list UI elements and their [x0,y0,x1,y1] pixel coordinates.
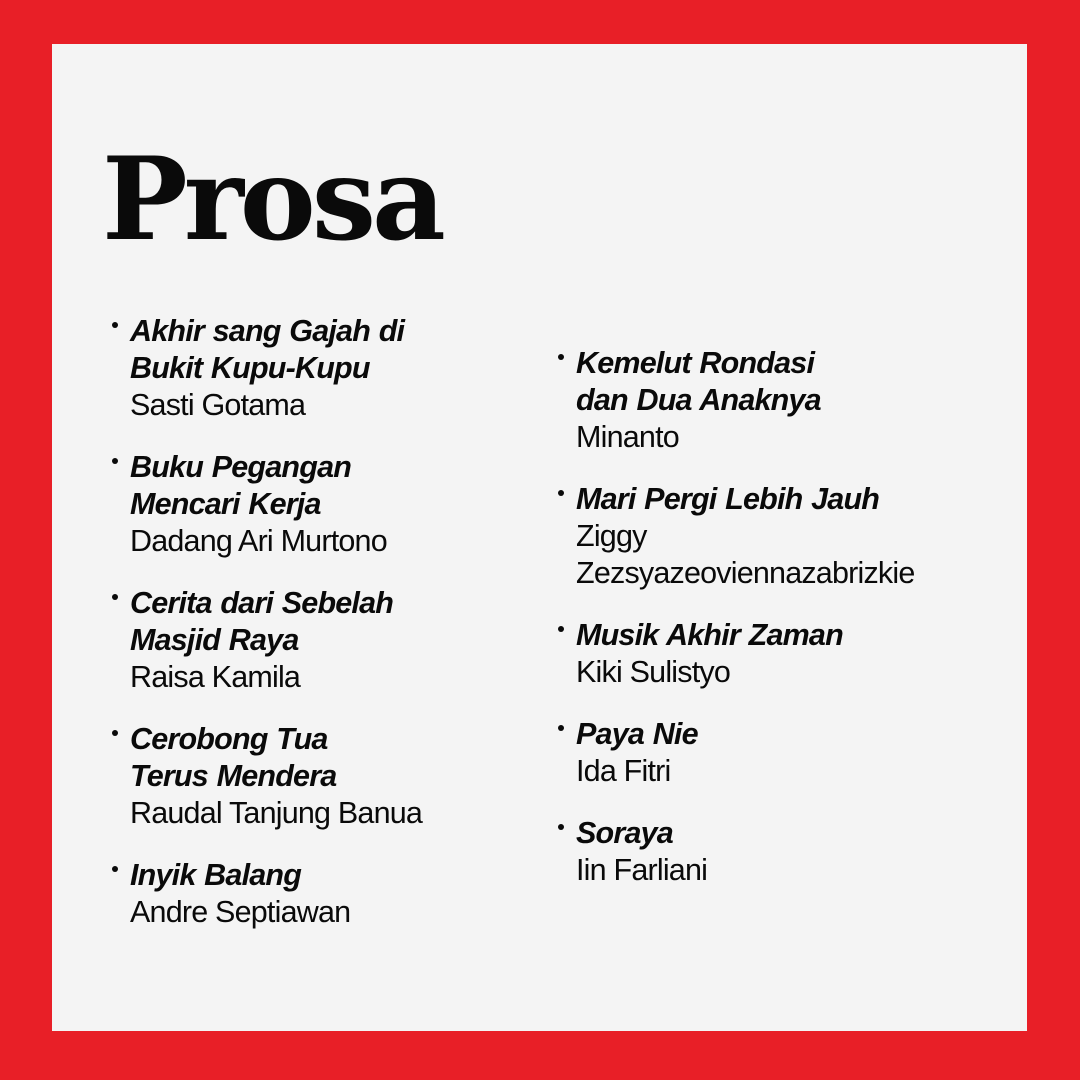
list-item [555,716,995,790]
book-title: Mari Pergi Lebih Jauh [576,482,880,516]
list-item [109,721,509,832]
book-author: Sasti Gotama [130,388,306,422]
bullet-icon [558,626,564,632]
list-item [555,345,995,456]
bullet-icon [558,725,564,731]
book-title: Akhir sang Gajah di Bukit Kupu-Kupu [130,314,405,385]
book-author: Raudal Tanjung Banua [130,796,423,830]
book-author: Ida Fitri [576,754,671,788]
book-title: Musik Akhir Zaman [576,618,843,652]
bullet-icon [112,322,118,328]
page-title: Prosa [102,132,442,266]
list-item [109,313,509,424]
book-author: Ziggy Zezsyazeoviennazabrizkie [576,519,915,590]
book-author: Dadang Ari Murtono [130,524,387,558]
bullet-icon [558,354,564,360]
list-item [555,481,995,592]
right-book-list [555,345,995,889]
bullet-icon [112,458,118,464]
book-title: Paya Nie [576,717,698,751]
left-book-list [109,313,509,931]
book-title: Cerobong Tua Terus Mendera [130,722,337,793]
list-item [555,617,995,691]
bullet-icon [558,490,564,496]
book-author: Raisa Kamila [130,660,301,694]
list-item [109,449,509,560]
book-title: Soraya [576,816,673,850]
list-item [555,815,995,889]
book-title: Cerita dari Sebelah Masjid Raya [130,586,394,657]
book-title: Kemelut Rondasi dan Dua Anaknya [576,346,821,417]
bullet-icon [558,824,564,830]
book-title: Buku Pegangan Mencari Kerja [130,450,352,521]
bullet-icon [112,594,118,600]
list-item [109,857,509,931]
list-item [109,585,509,696]
book-author: Minanto [576,420,679,454]
book-author: Iin Farliani [576,853,708,887]
content-card [52,44,1027,1031]
bullet-icon [112,866,118,872]
bullet-icon [112,730,118,736]
book-author: Andre Septiawan [130,895,351,929]
book-title: Inyik Balang [130,858,302,892]
book-author: Kiki Sulistyo [576,655,731,689]
